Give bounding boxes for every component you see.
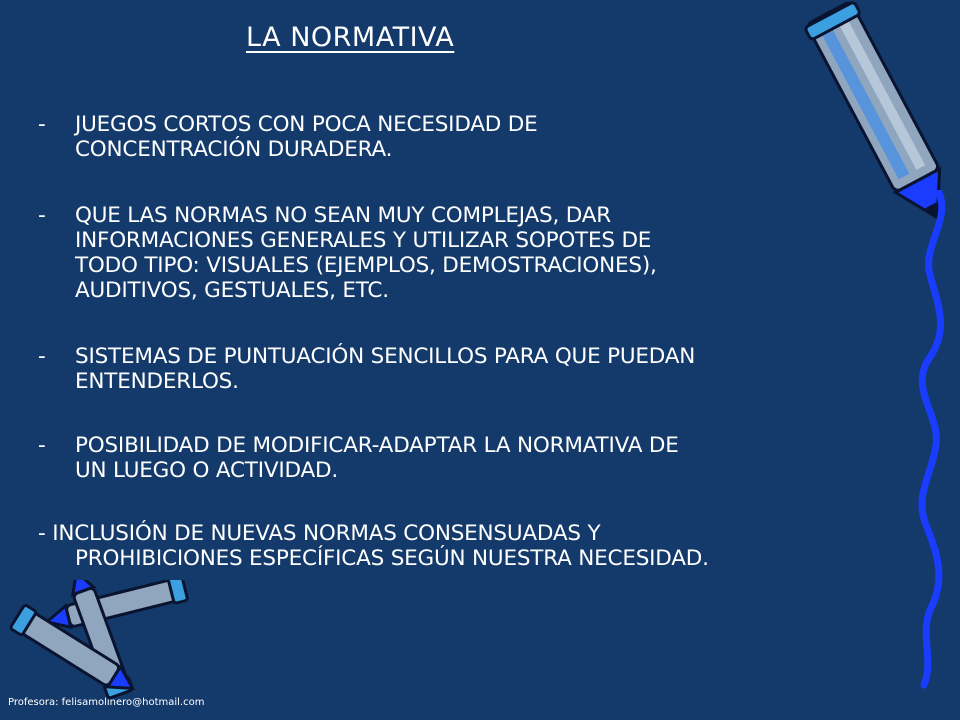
bullet-line: INFORMACIONES GENERALES Y UTILIZAR SOPOTES DE xyxy=(75,228,652,253)
slide-title: LA NORMATIVA xyxy=(246,22,455,53)
bullet-line: QUE LAS NORMAS NO SEAN MUY COMPLEJAS, DAR xyxy=(75,203,611,228)
bullet-item xyxy=(38,433,888,483)
bullet-item xyxy=(38,203,888,303)
bullet-item xyxy=(38,344,888,394)
bullet-line: PROHIBICIONES ESPECÍFICAS SEGÚN NUESTRA NECESIDAD. xyxy=(75,546,709,571)
bullet-dash: - xyxy=(38,433,46,458)
bullet-line: UN LUEGO O ACTIVIDAD. xyxy=(75,458,338,483)
crayons-icon xyxy=(0,580,200,700)
bullet-line: SISTEMAS DE PUNTUACIÓN SENCILLOS PARA QUE PUEDAN xyxy=(75,344,696,369)
bullet-dash: - xyxy=(38,112,46,137)
bullet-line: AUDITIVOS, GESTUALES, ETC. xyxy=(75,278,389,303)
pencil-stroke-icon xyxy=(900,190,960,690)
bullet-dash: - xyxy=(38,203,46,228)
bullet-item xyxy=(38,112,888,162)
bullet-dash: - xyxy=(38,344,46,369)
bullet-line: ENTENDERLOS. xyxy=(75,369,239,394)
bullet-line: POSIBILIDAD DE MODIFICAR-ADAPTAR LA NORMATIVA DE xyxy=(75,433,679,458)
bullet-line: JUEGOS CORTOS CON POCA NECESIDAD DE xyxy=(75,112,538,137)
bullet-item xyxy=(38,521,888,571)
bullet-line: CONCENTRACIÓN DURADERA. xyxy=(75,137,393,162)
bullet-line: - INCLUSIÓN DE NUEVAS NORMAS CONSENSUADAS Y xyxy=(38,521,601,546)
bullet-line: TODO TIPO: VISUALES (EJEMPLOS, DEMOSTRACIONES), xyxy=(75,253,657,278)
footer-credit: Profesora: felisamolinero@hotmail.com xyxy=(8,697,205,708)
